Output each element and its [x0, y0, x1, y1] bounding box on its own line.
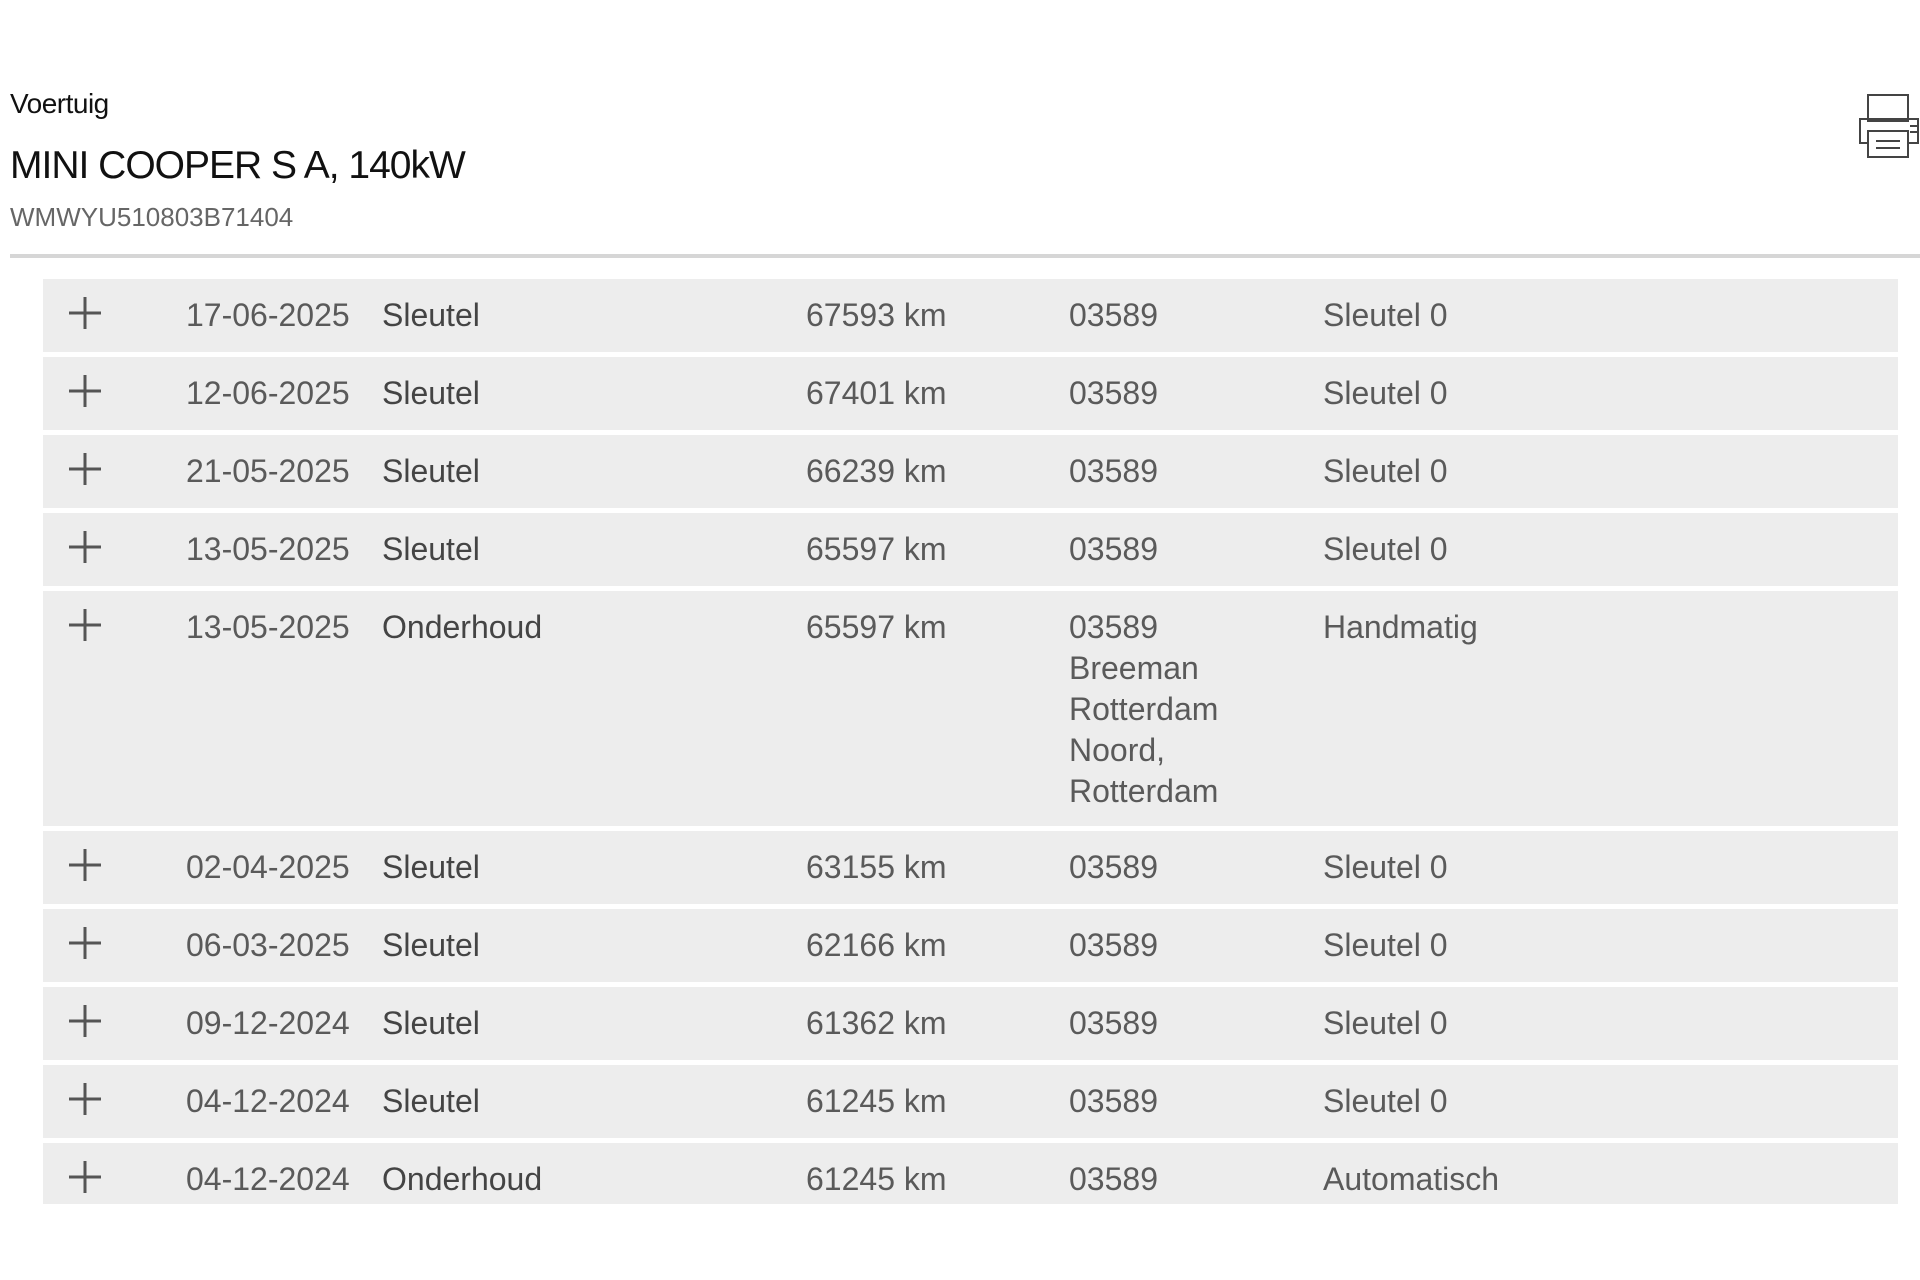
row-date: 21-05-2025 — [186, 453, 350, 489]
row-mileage: 61245 km — [806, 1161, 947, 1197]
row-dealer: 03589 — [1069, 927, 1158, 963]
history-row[interactable] — [43, 279, 1898, 352]
row-dealer: 03589 — [1069, 849, 1158, 885]
dealer-line: Noord, — [1069, 732, 1166, 768]
row-info: Sleutel 0 — [1323, 1005, 1448, 1041]
row-date: 17-06-2025 — [186, 297, 350, 333]
row-type: Sleutel — [382, 1083, 480, 1119]
dealer-line: Rotterdam — [1069, 773, 1219, 809]
row-date: 02-04-2025 — [186, 849, 350, 885]
history-row[interactable] — [43, 1065, 1898, 1138]
dealer-line: Rotterdam — [1069, 691, 1219, 727]
row-date: 12-06-2025 — [186, 375, 350, 411]
row-info: Sleutel 0 — [1323, 849, 1448, 885]
row-info: Sleutel 0 — [1323, 1083, 1448, 1119]
vin-number: WMWYU510803B71404 — [10, 202, 294, 232]
row-info: Handmatig — [1323, 609, 1478, 645]
vehicle-title: MINI COOPER S A, 140kW — [10, 144, 465, 187]
row-dealer: 03589 — [1069, 453, 1158, 489]
expand-plus-icon[interactable] — [65, 1001, 105, 1041]
row-mileage: 61362 km — [806, 1005, 947, 1041]
row-date: 04-12-2024 — [186, 1083, 350, 1119]
row-type: Sleutel — [382, 1005, 480, 1041]
row-mileage: 61245 km — [806, 1083, 947, 1119]
expand-plus-icon[interactable] — [65, 293, 105, 333]
row-dealer: 03589 — [1069, 375, 1158, 411]
history-row[interactable] — [43, 435, 1898, 508]
row-date: 09-12-2024 — [186, 1005, 350, 1041]
row-type: Sleutel — [382, 849, 480, 885]
row-type: Sleutel — [382, 297, 480, 333]
row-mileage: 65597 km — [806, 531, 947, 567]
history-row[interactable] — [43, 987, 1898, 1060]
expand-plus-icon[interactable] — [65, 1079, 105, 1119]
row-mileage: 67593 km — [806, 297, 947, 333]
history-row[interactable] — [43, 1143, 1898, 1204]
row-info: Sleutel 0 — [1323, 531, 1448, 567]
row-mileage: 66239 km — [806, 453, 947, 489]
row-date: 04-12-2024 — [186, 1161, 350, 1197]
row-mileage: 65597 km — [806, 609, 947, 645]
row-mileage: 67401 km — [806, 375, 947, 411]
row-info: Sleutel 0 — [1323, 927, 1448, 963]
row-info: Sleutel 0 — [1323, 297, 1448, 333]
row-mileage: 62166 km — [806, 927, 947, 963]
row-info: Sleutel 0 — [1323, 453, 1448, 489]
header-divider — [10, 254, 1920, 258]
row-type: Sleutel — [382, 927, 480, 963]
row-dealer: 03589 — [1069, 531, 1158, 567]
expand-plus-icon[interactable] — [65, 449, 105, 489]
row-type: Onderhoud — [382, 1161, 543, 1197]
vehicle-header — [10, 88, 1900, 233]
row-mileage: 63155 km — [806, 849, 947, 885]
history-row[interactable] — [43, 591, 1898, 826]
row-dealer: 03589 — [1069, 297, 1158, 333]
expand-plus-icon[interactable] — [65, 605, 105, 645]
history-list — [43, 279, 1898, 1204]
row-date: 13-05-2025 — [186, 609, 350, 645]
history-row[interactable] — [43, 513, 1898, 586]
row-date: 13-05-2025 — [186, 531, 350, 567]
row-dealer: 03589 — [1069, 1083, 1158, 1119]
row-type: Sleutel — [382, 531, 480, 567]
history-row[interactable] — [43, 909, 1898, 982]
row-type: Onderhoud — [382, 609, 543, 645]
expand-plus-icon[interactable] — [65, 371, 105, 411]
printer-icon — [1858, 92, 1920, 162]
row-type: Sleutel — [382, 375, 480, 411]
expand-plus-icon[interactable] — [65, 1157, 105, 1197]
history-row[interactable] — [43, 357, 1898, 430]
print-button[interactable] — [1858, 92, 1920, 162]
row-date: 06-03-2025 — [186, 927, 350, 963]
row-dealer: 03589 — [1069, 1005, 1158, 1041]
history-row[interactable] — [43, 831, 1898, 904]
row-info: Automatisch — [1323, 1161, 1500, 1197]
dealer-line: Breeman — [1069, 650, 1199, 686]
expand-plus-icon[interactable] — [65, 845, 105, 885]
expand-plus-icon[interactable] — [65, 923, 105, 963]
expand-plus-icon[interactable] — [65, 527, 105, 567]
section-label: Voertuig — [10, 88, 109, 119]
row-dealer — [1069, 607, 1299, 812]
row-type: Sleutel — [382, 453, 480, 489]
dealer-line: 03589 — [1069, 609, 1158, 645]
row-info: Sleutel 0 — [1323, 375, 1448, 411]
row-dealer: 03589 — [1069, 1161, 1158, 1197]
